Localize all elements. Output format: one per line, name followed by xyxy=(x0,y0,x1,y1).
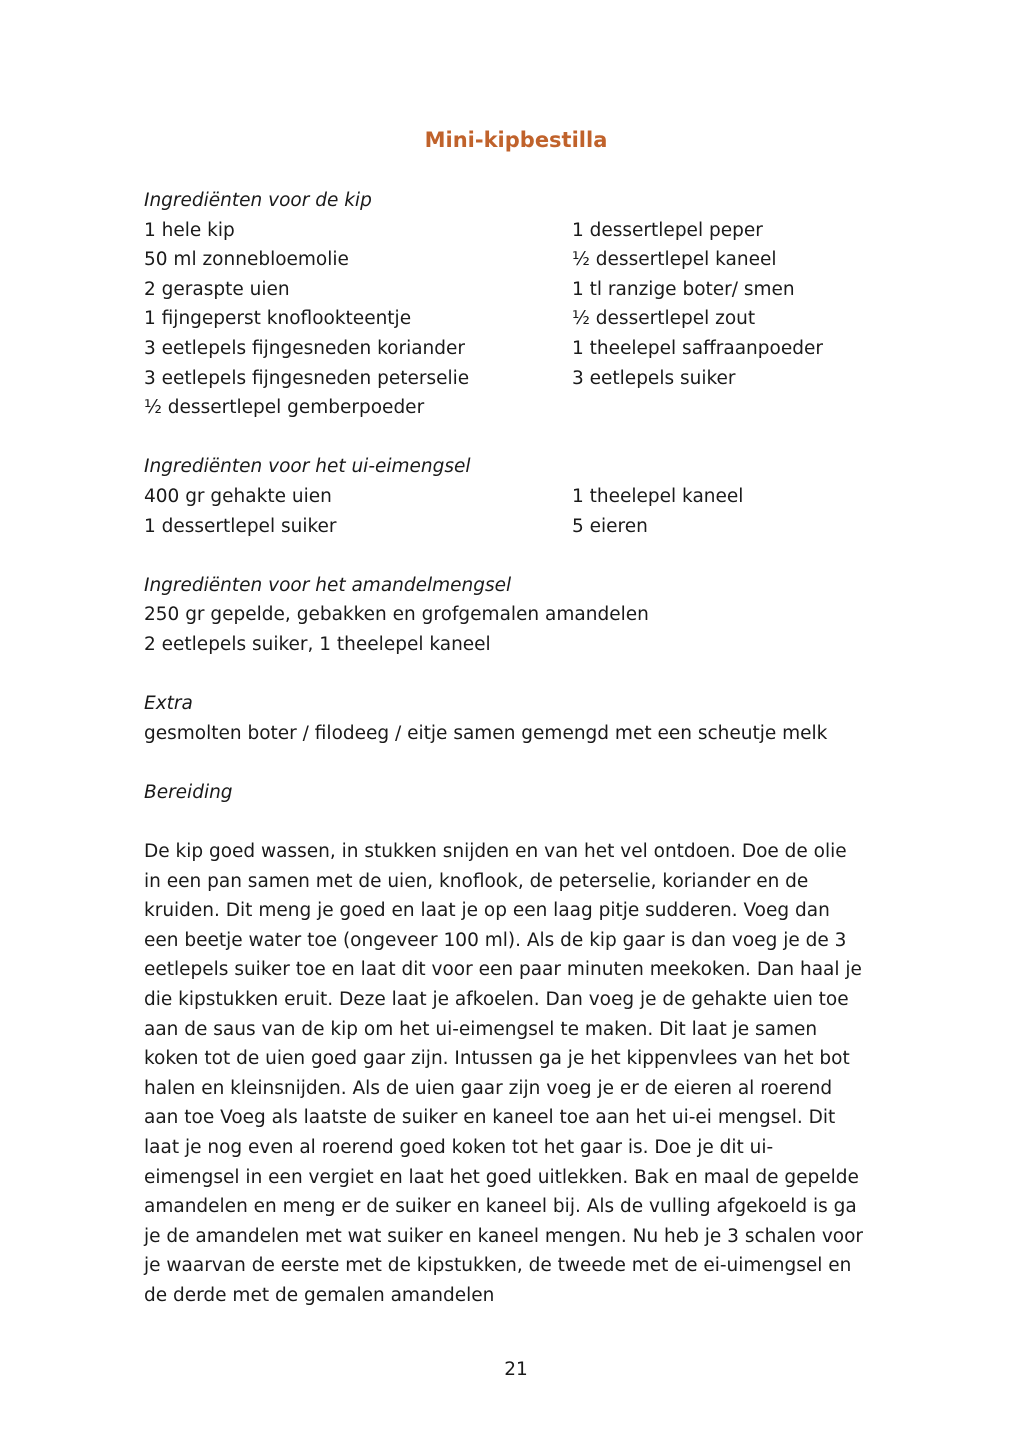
paragraph-line: eimengsel in een vergiet en laat het goed uitlekken. Bak en maal de gepelde xyxy=(144,1166,859,1188)
ingredient-line: 3 eetlepels fijngesneden koriander xyxy=(144,337,466,359)
paragraph-line: in een pan samen met de uien, knoflook, de peterselie, koriander en de xyxy=(144,870,809,892)
paragraph-line: je de amandelen met wat suiker en kaneel mengen. Nu heb je 3 schalen voor xyxy=(144,1225,864,1247)
section-heading-kip: Ingrediënten voor de kip xyxy=(144,190,372,211)
section-heading-bereiding: Bereiding xyxy=(144,781,233,803)
ingredient-line: 2 eetlepels suiker, 1 theelepel kaneel xyxy=(144,633,491,655)
ingredient-line: ½ dessertlepel zout xyxy=(572,308,756,330)
ingredient-line: 1 fijngeperst knoflookteentje xyxy=(144,308,412,330)
ingredients-ui-eimengsel xyxy=(144,482,904,541)
ingredients-kip xyxy=(144,216,904,423)
ingredient-line: 50 ml zonnebloemolie xyxy=(144,249,349,271)
paragraph-line: De kip goed wassen, in stukken snijden en van het vel ontdoen. Doe de olie xyxy=(144,841,847,863)
ingredient-line: 400 gr gehakte uien xyxy=(144,485,332,507)
ingredients-ui-left xyxy=(144,482,572,541)
ingredient-line: 1 tl ranzige boter/ smen xyxy=(572,278,795,300)
paragraph-line: die kipstukken eruit. Deze laat je afkoelen. Dan voeg je de gehakte uien toe xyxy=(144,989,849,1011)
recipe-content xyxy=(144,186,904,1311)
spacer xyxy=(144,660,904,690)
ingredient-line: 250 gr gepelde, gebakken en grofgemalen amandelen xyxy=(144,604,649,626)
ingredient-line: 2 geraspte uien xyxy=(144,278,290,300)
ingredients-kip-left xyxy=(144,216,572,423)
preparation-paragraph xyxy=(144,837,904,1311)
spacer xyxy=(144,423,904,453)
section-heading-extra: Extra xyxy=(144,693,193,715)
paragraph-line: aan de saus van de kip om het ui-eimengsel te maken. Dit laat je samen xyxy=(144,1018,818,1040)
ingredients-ui-right xyxy=(572,482,904,541)
ingredient-line: ½ dessertlepel kaneel xyxy=(572,249,777,271)
ingredient-line: 1 hele kip xyxy=(144,219,235,241)
paragraph-line: eetlepels suiker toe en laat dit voor een paar minuten meekoken. Dan haal je xyxy=(144,959,862,981)
ingredient-line: 5 eieren xyxy=(572,515,648,537)
paragraph-line: een beetje water toe (ongeveer 100 ml). Als de kip gaar is dan voeg je de 3 xyxy=(144,929,847,951)
recipe-title: Mini-kipbestilla xyxy=(424,128,608,152)
ingredient-line: 3 eetlepels fijngesneden peterselie xyxy=(144,367,470,389)
ingredient-line: 1 theelepel kaneel xyxy=(572,485,744,507)
paragraph-line: kruiden. Dit meng je goed en laat je op een laag pitje sudderen. Voeg dan xyxy=(144,900,830,922)
section-heading-ui-eimengsel: Ingrediënten voor het ui-eimengsel xyxy=(144,456,471,478)
paragraph-line: aan toe Voeg als laatste de suiker en kaneel toe aan het ui-ei mengsel. Dit xyxy=(144,1107,836,1129)
spacer xyxy=(144,748,904,778)
ingredient-line: gesmolten boter / filodeeg / eitje samen gemengd met een scheutje melk xyxy=(144,722,828,744)
paragraph-line: laat je nog even al roerend goed koken tot het gaar is. Doe je dit ui- xyxy=(144,1137,774,1158)
spacer xyxy=(144,807,904,837)
ingredient-line: 3 eetlepels suiker xyxy=(572,367,736,389)
ingredient-line: 1 dessertlepel suiker xyxy=(144,515,337,537)
page-number: 21 xyxy=(504,1359,528,1380)
paragraph-line: koken tot de uien goed gaar zijn. Intussen ga je het kippenvlees van het bot xyxy=(144,1048,850,1070)
ingredient-line: ½ dessertlepel gemberpoeder xyxy=(144,397,425,419)
spacer xyxy=(144,541,904,571)
paragraph-line: amandelen en meng er de suiker en kaneel bij. Als de vulling afgekoeld is ga xyxy=(144,1196,857,1218)
paragraph-line: halen en kleinsnijden. Als de uien gaar zijn voeg je er de eieren al roerend xyxy=(144,1077,833,1099)
ingredients-kip-right xyxy=(572,216,904,423)
ingredient-line: 1 dessertlepel peper xyxy=(572,219,763,241)
paragraph-line: je waarvan de eerste met de kipstukken, de tweede met de ei-uimengsel en xyxy=(144,1255,852,1277)
section-heading-amandelmengsel: Ingrediënten voor het amandelmengsel xyxy=(144,574,512,596)
paragraph-line: de derde met de gemalen amandelen xyxy=(144,1284,495,1306)
ingredient-line: 1 theelepel saffraanpoeder xyxy=(572,337,823,359)
